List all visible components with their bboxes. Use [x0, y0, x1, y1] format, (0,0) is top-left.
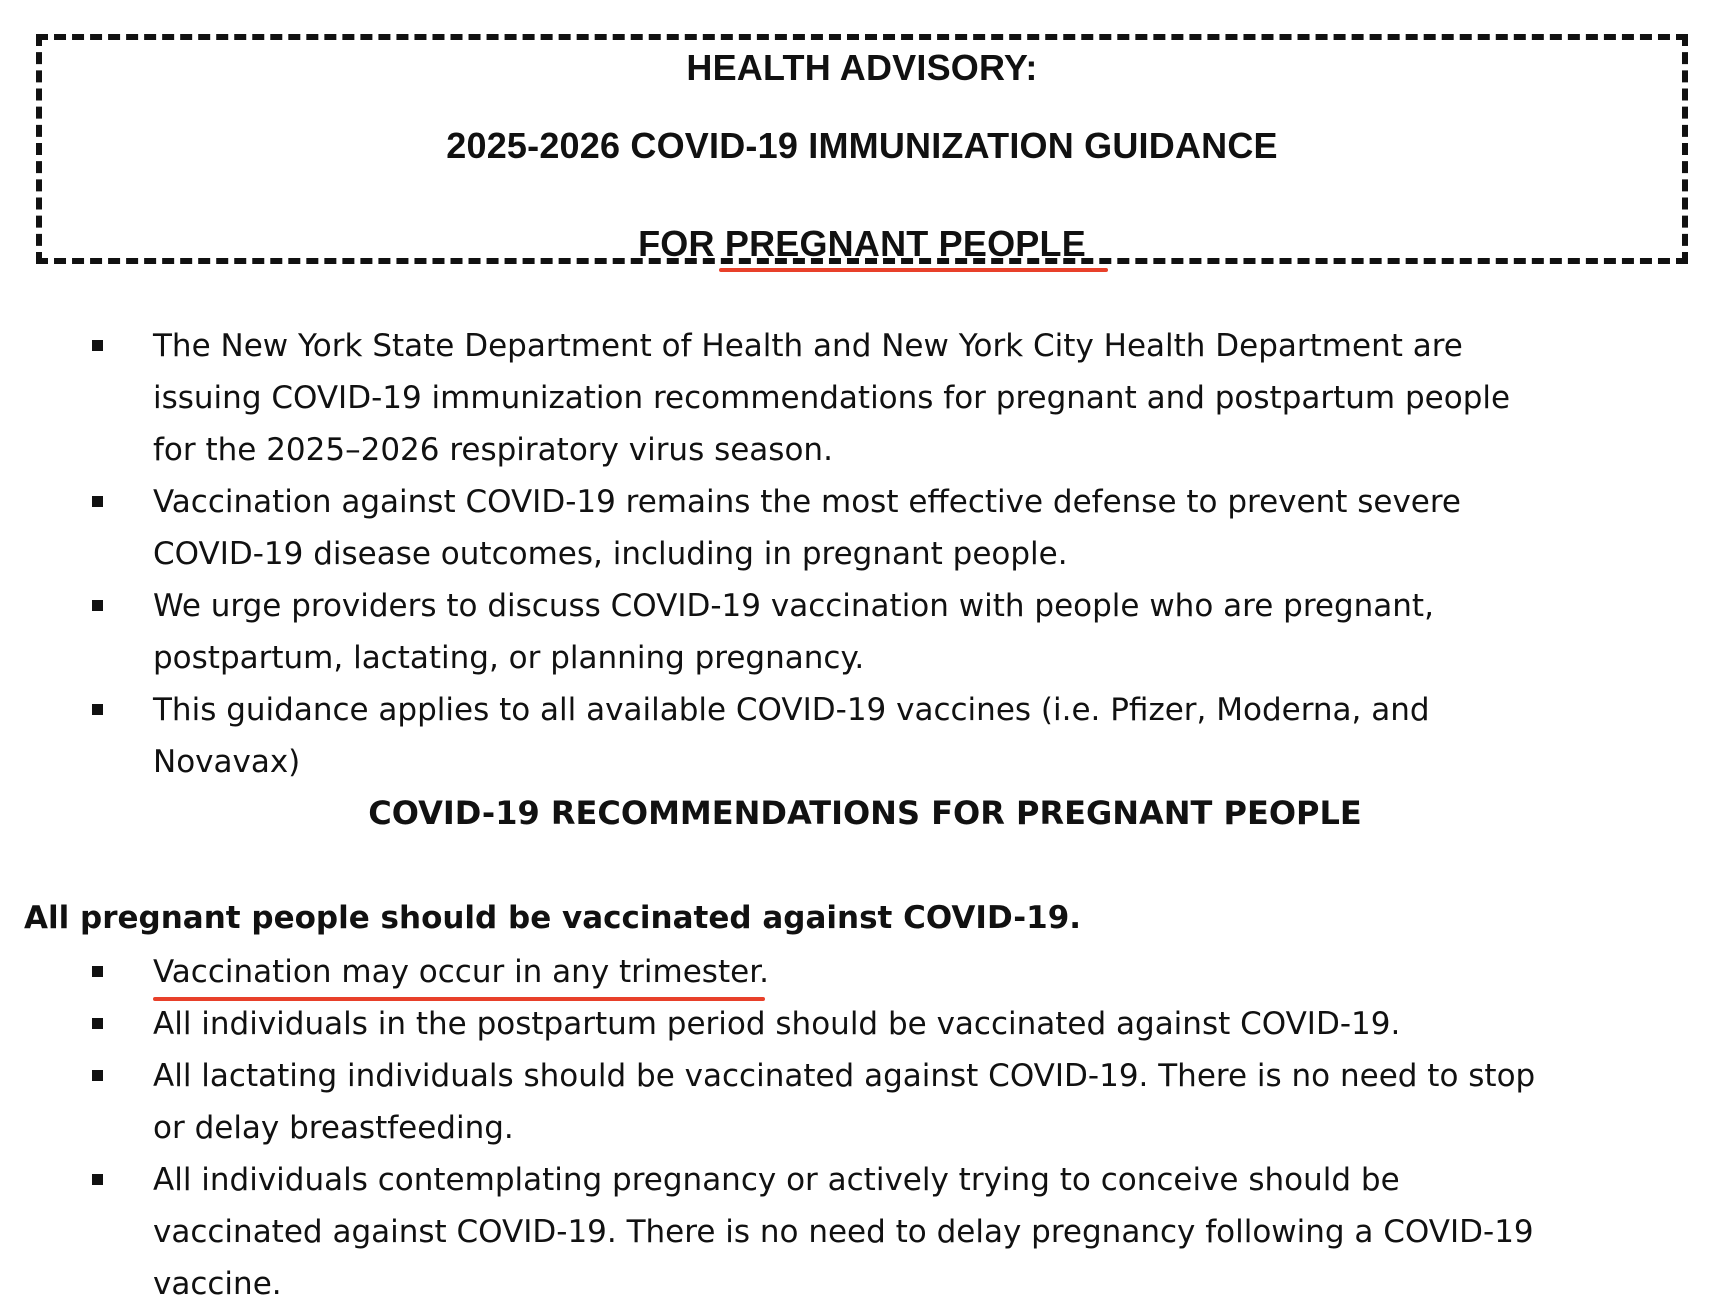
bullet-text: All individuals in the postpartum period should be vaccinated against COVID-19.	[153, 1006, 1401, 1042]
recommendation-bullet	[0, 946, 1560, 998]
bullet-text: All lactating individuals should be vaccinated against COVID-19. There is no need to stop or delay breastfeeding.	[153, 1058, 1536, 1146]
bullet-text: Vaccination against COVID-19 remains the most effective defense to prevent severe COVID-19 disease outcomes, including in pregnant people.	[153, 484, 1462, 572]
square-bullet-icon	[92, 1070, 103, 1081]
bullet-text: All individuals contemplating pregnancy or actively trying to conceive should be vaccinated against COVID-19. There is no need to delay pregnancy following a COVID-19 vaccine.	[153, 1162, 1534, 1302]
recommendation-bullet	[0, 998, 1560, 1050]
square-bullet-icon	[92, 496, 103, 507]
section-heading: COVID-19 RECOMMENDATIONS FOR PREGNANT PEOPLE	[368, 794, 1362, 832]
recommendation-bullet	[0, 1154, 1560, 1310]
advisory-audience-emphasis: PREGNANT PEOPLE	[724, 223, 1086, 264]
bullet-text: We urge providers to discuss COVID-19 vaccination with people who are pregnant, postpartum, lactating, or planning pregnancy.	[153, 588, 1434, 676]
advisory-audience	[42, 224, 1682, 264]
square-bullet-icon	[92, 966, 103, 977]
advisory-title: HEALTH ADVISORY:	[686, 47, 1038, 88]
intro-bullet	[0, 580, 1560, 684]
square-bullet-icon	[92, 340, 103, 351]
advisory-audience-prefix: FOR	[638, 223, 725, 264]
intro-bullet	[0, 320, 1560, 476]
intro-bullet	[0, 684, 1560, 788]
bullet-text-underlined: Vaccination may occur in any trimester.	[153, 946, 769, 998]
square-bullet-icon	[92, 600, 103, 611]
intro-bullet-list	[0, 320, 1560, 788]
advisory-subtitle: 2025-2026 COVID-19 IMMUNIZATION GUIDANCE	[446, 125, 1278, 166]
recommendation-bullet	[0, 1050, 1560, 1154]
bullet-text: The New York State Department of Health and New York City Health Department are issuing COVID-19 immunization recommendations for pregnant and postpartum people for the 2025–2026 respiratory virus season.	[153, 328, 1511, 468]
square-bullet-icon	[92, 1174, 103, 1185]
health-advisory-box	[36, 34, 1688, 264]
intro-bullet	[0, 476, 1560, 580]
lead-statement: All pregnant people should be vaccinated against COVID-19.	[24, 900, 1082, 936]
square-bullet-icon	[92, 1018, 103, 1029]
recommendation-bullet-list	[0, 946, 1560, 1310]
bullet-text: This guidance applies to all available COVID-19 vaccines (i.e. Pfizer, Moderna, and Novavax)	[153, 692, 1430, 780]
square-bullet-icon	[92, 704, 103, 715]
